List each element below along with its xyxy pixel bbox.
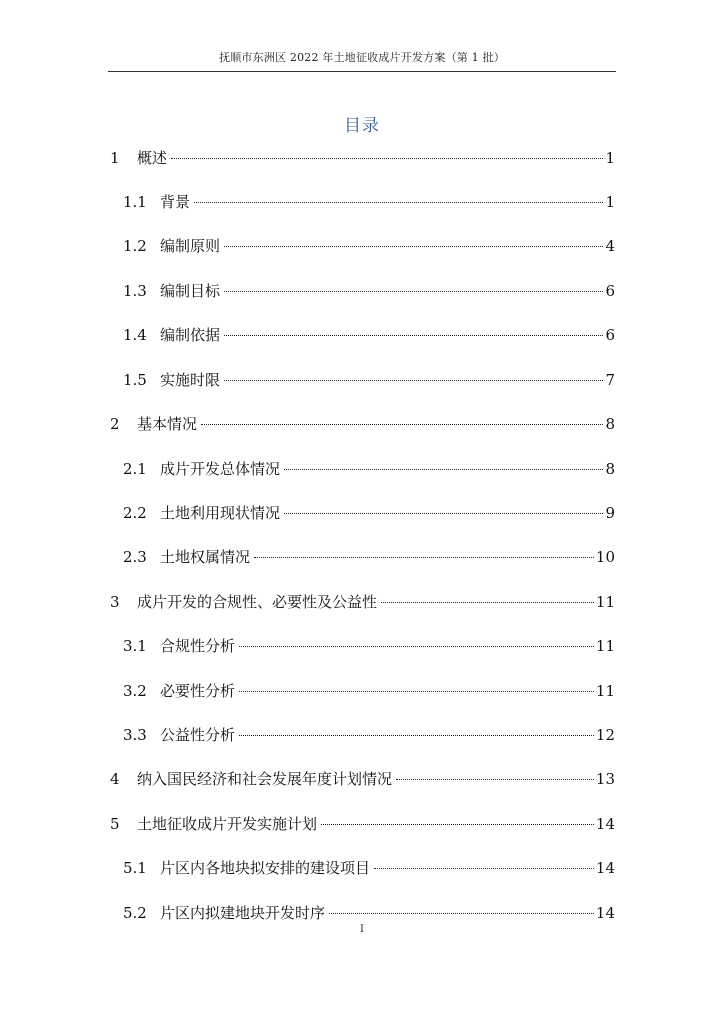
- toc-entry-label: 编制原则: [160, 237, 221, 255]
- toc-entry-label: 成片开发的合规性、必要性及公益性: [137, 593, 378, 611]
- toc-dot-leader: [224, 291, 603, 292]
- toc-entry[interactable]: [110, 812, 615, 836]
- toc-entry[interactable]: [110, 323, 615, 347]
- toc-entry-page: 9: [605, 504, 615, 522]
- header-divider: [108, 71, 616, 72]
- toc-dot-leader: [381, 602, 594, 603]
- toc-entry[interactable]: [110, 590, 615, 614]
- toc-entry-label: 实施时限: [160, 371, 221, 389]
- toc-entry[interactable]: [110, 679, 615, 703]
- toc-entry-number: 5.2: [123, 904, 147, 922]
- toc-dot-leader: [374, 868, 594, 869]
- toc-entry[interactable]: [110, 457, 615, 481]
- toc-entry-label: 基本情况: [137, 415, 198, 433]
- toc-dot-leader: [239, 735, 594, 736]
- toc-dot-leader: [284, 513, 603, 514]
- toc-entry-page: 14: [595, 904, 615, 922]
- toc-entry-page: 7: [605, 371, 615, 389]
- toc-entry[interactable]: [110, 234, 615, 258]
- toc-entry-label: 合规性分析: [160, 637, 236, 655]
- toc-entry-number: 1.1: [123, 193, 147, 211]
- toc-entry-label: 概述: [137, 149, 168, 167]
- toc-entry-number: 3.3: [123, 726, 147, 744]
- toc-entry-page: 1: [605, 193, 615, 211]
- toc-dot-leader: [396, 779, 594, 780]
- toc-entry[interactable]: [110, 368, 615, 392]
- toc-entry-page: 11: [595, 593, 615, 611]
- toc-entry-page: 11: [595, 682, 615, 700]
- toc-entry-number: 1.4: [123, 326, 147, 344]
- toc-entry-page: 4: [605, 237, 615, 255]
- toc-entry-number: 2.3: [123, 548, 147, 566]
- toc-entry[interactable]: [110, 545, 615, 569]
- toc-entry-number: 3: [110, 593, 120, 611]
- toc-dot-leader: [224, 335, 603, 336]
- toc-entry-label: 纳入国民经济和社会发展年度计划情况: [137, 770, 393, 788]
- toc-entry-number: 1: [110, 149, 120, 167]
- toc-entry-number: 1.5: [123, 371, 147, 389]
- toc-entry-number: 2.2: [123, 504, 147, 522]
- toc-entry-label: 编制依据: [160, 326, 221, 344]
- toc-entry-number: 3.1: [123, 637, 147, 655]
- toc-entry[interactable]: [110, 146, 615, 170]
- toc-dot-leader: [239, 691, 594, 692]
- toc-entry-number: 2.1: [123, 460, 147, 478]
- toc-dot-leader: [224, 380, 603, 381]
- toc-title: 目录: [344, 116, 380, 136]
- toc-dot-leader: [171, 158, 603, 159]
- toc-entry-number: 3.2: [123, 682, 147, 700]
- toc-entry-label: 公益性分析: [160, 726, 236, 744]
- toc-entry-label: 土地权属情况: [160, 548, 251, 566]
- toc-entry-page: 13: [595, 770, 615, 788]
- toc-entry[interactable]: [110, 279, 615, 303]
- toc-entry[interactable]: [110, 190, 615, 214]
- toc-entry-page: 11: [595, 637, 615, 655]
- toc-entry-label: 背景: [160, 193, 191, 211]
- toc-entry-page: 8: [605, 415, 615, 433]
- toc-entry-page: 8: [605, 460, 615, 478]
- toc-entry-label: 成片开发总体情况: [160, 460, 281, 478]
- toc-entry-number: 1.3: [123, 282, 147, 300]
- toc-dot-leader: [254, 557, 594, 558]
- toc-dot-leader: [201, 424, 603, 425]
- toc-entry-page: 6: [605, 282, 615, 300]
- toc-entry-label: 土地征收成片开发实施计划: [137, 815, 318, 833]
- toc-dot-leader: [284, 469, 603, 470]
- page-number: I: [360, 924, 364, 935]
- running-header: 抚顺市东洲区 2022 年土地征收成片开发方案（第 1 批）: [219, 51, 505, 64]
- toc-entry[interactable]: [110, 723, 615, 747]
- toc-dot-leader: [224, 246, 603, 247]
- toc-entry[interactable]: [110, 501, 615, 525]
- toc-dot-leader: [329, 913, 594, 914]
- toc-entry[interactable]: [110, 634, 615, 658]
- toc-entry-number: 5: [110, 815, 120, 833]
- toc-entry-label: 片区内各地块拟安排的建设项目: [160, 859, 371, 877]
- toc-entry-page: 12: [595, 726, 615, 744]
- toc-entry[interactable]: [110, 412, 615, 436]
- toc-entry-page: 14: [595, 859, 615, 877]
- toc-entry-page: 14: [595, 815, 615, 833]
- toc-entry-label: 必要性分析: [160, 682, 236, 700]
- toc-entry-number: 4: [110, 770, 120, 788]
- toc-entry-page: 1: [605, 149, 615, 167]
- toc-entry-label: 片区内拟建地块开发时序: [160, 904, 326, 922]
- toc-entry-page: 6: [605, 326, 615, 344]
- toc-entry-page: 10: [595, 548, 615, 566]
- toc-entry[interactable]: [110, 767, 615, 791]
- toc-entry-number: 5.1: [123, 859, 147, 877]
- toc-entry[interactable]: [110, 901, 615, 925]
- toc-dot-leader: [321, 824, 594, 825]
- toc-entry-label: 编制目标: [160, 282, 221, 300]
- toc-entry-number: 2: [110, 415, 120, 433]
- toc-entry[interactable]: [110, 856, 615, 880]
- toc-entry-label: 土地利用现状情况: [160, 504, 281, 522]
- toc-dot-leader: [239, 646, 594, 647]
- toc-dot-leader: [194, 202, 603, 203]
- toc-entry-number: 1.2: [123, 237, 147, 255]
